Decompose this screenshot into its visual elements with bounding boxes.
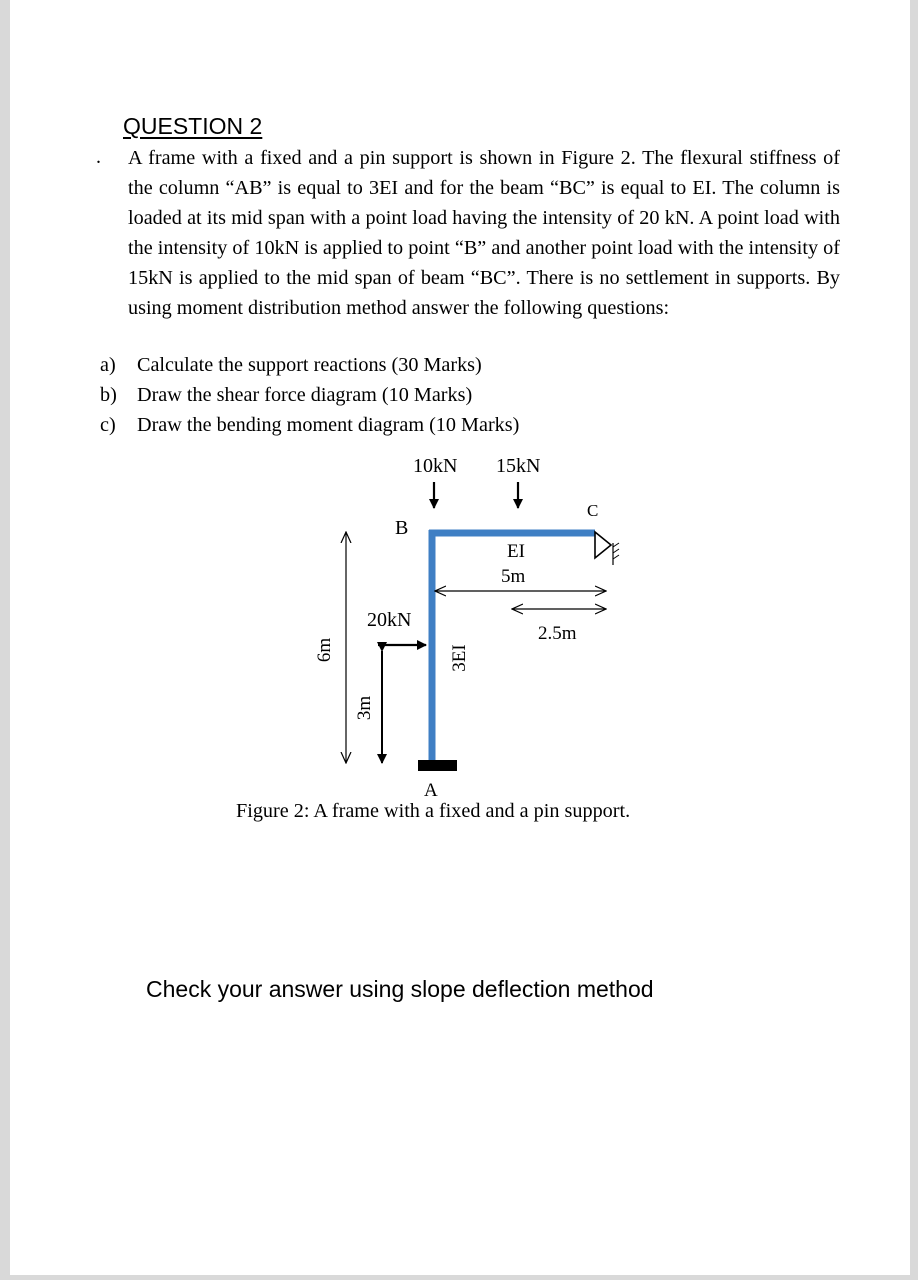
fixed-support-a <box>418 760 457 771</box>
joint-label-a: A <box>424 780 438 801</box>
question-intro: A frame with a fixed and a pin support is shown in Figure 2. The flexural stiffness of the column “AB” is equal to 3EI and for the beam “BC” is equal to EI. The column is loaded at its mid span with a point load having the intensity of 20 kN. A point load with the intensity of 10kN is applied to point “B” and another point load with the intensity of 15kN is applied to the mid span of beam “BC”. There is no settlement in supports. By using moment distribution method answer the following questions: <box>128 147 840 319</box>
column-height-label: 6m <box>314 637 335 663</box>
beam-length-label: 5m <box>501 566 526 587</box>
question-heading: QUESTION 2 <box>123 113 263 139</box>
frame-figure <box>10 0 910 1275</box>
load-label-b: 10kN <box>413 455 458 477</box>
half-span-label: 2.5m <box>538 623 577 644</box>
load-label-mid: 15kN <box>496 455 541 477</box>
load-height-label: 3m <box>354 695 375 721</box>
document-page <box>10 0 910 1275</box>
question-item-letter: b) <box>100 384 117 406</box>
question-item-letter: c) <box>100 414 116 436</box>
question-item-text: Calculate the support reactions (30 Marks) <box>137 354 482 376</box>
figure-caption: Figure 2: A frame with a fixed and a pin support. <box>236 800 631 822</box>
question-item-text: Draw the shear force diagram (10 Marks) <box>137 384 473 406</box>
joint-label-b: B <box>395 517 409 539</box>
check-note: Check your answer using slope deflection method <box>146 976 654 1002</box>
bullet-dot: . <box>96 146 101 168</box>
column-stiffness-label: 3EI <box>449 644 470 672</box>
pin-support-c <box>595 532 619 565</box>
joint-label-c: C <box>587 501 599 520</box>
column-load-label: 20kN <box>367 609 412 631</box>
beam-stiffness-label: EI <box>507 541 525 562</box>
question-item-text: Draw the bending moment diagram (10 Marks) <box>137 414 520 436</box>
question-item-letter: a) <box>100 354 116 376</box>
